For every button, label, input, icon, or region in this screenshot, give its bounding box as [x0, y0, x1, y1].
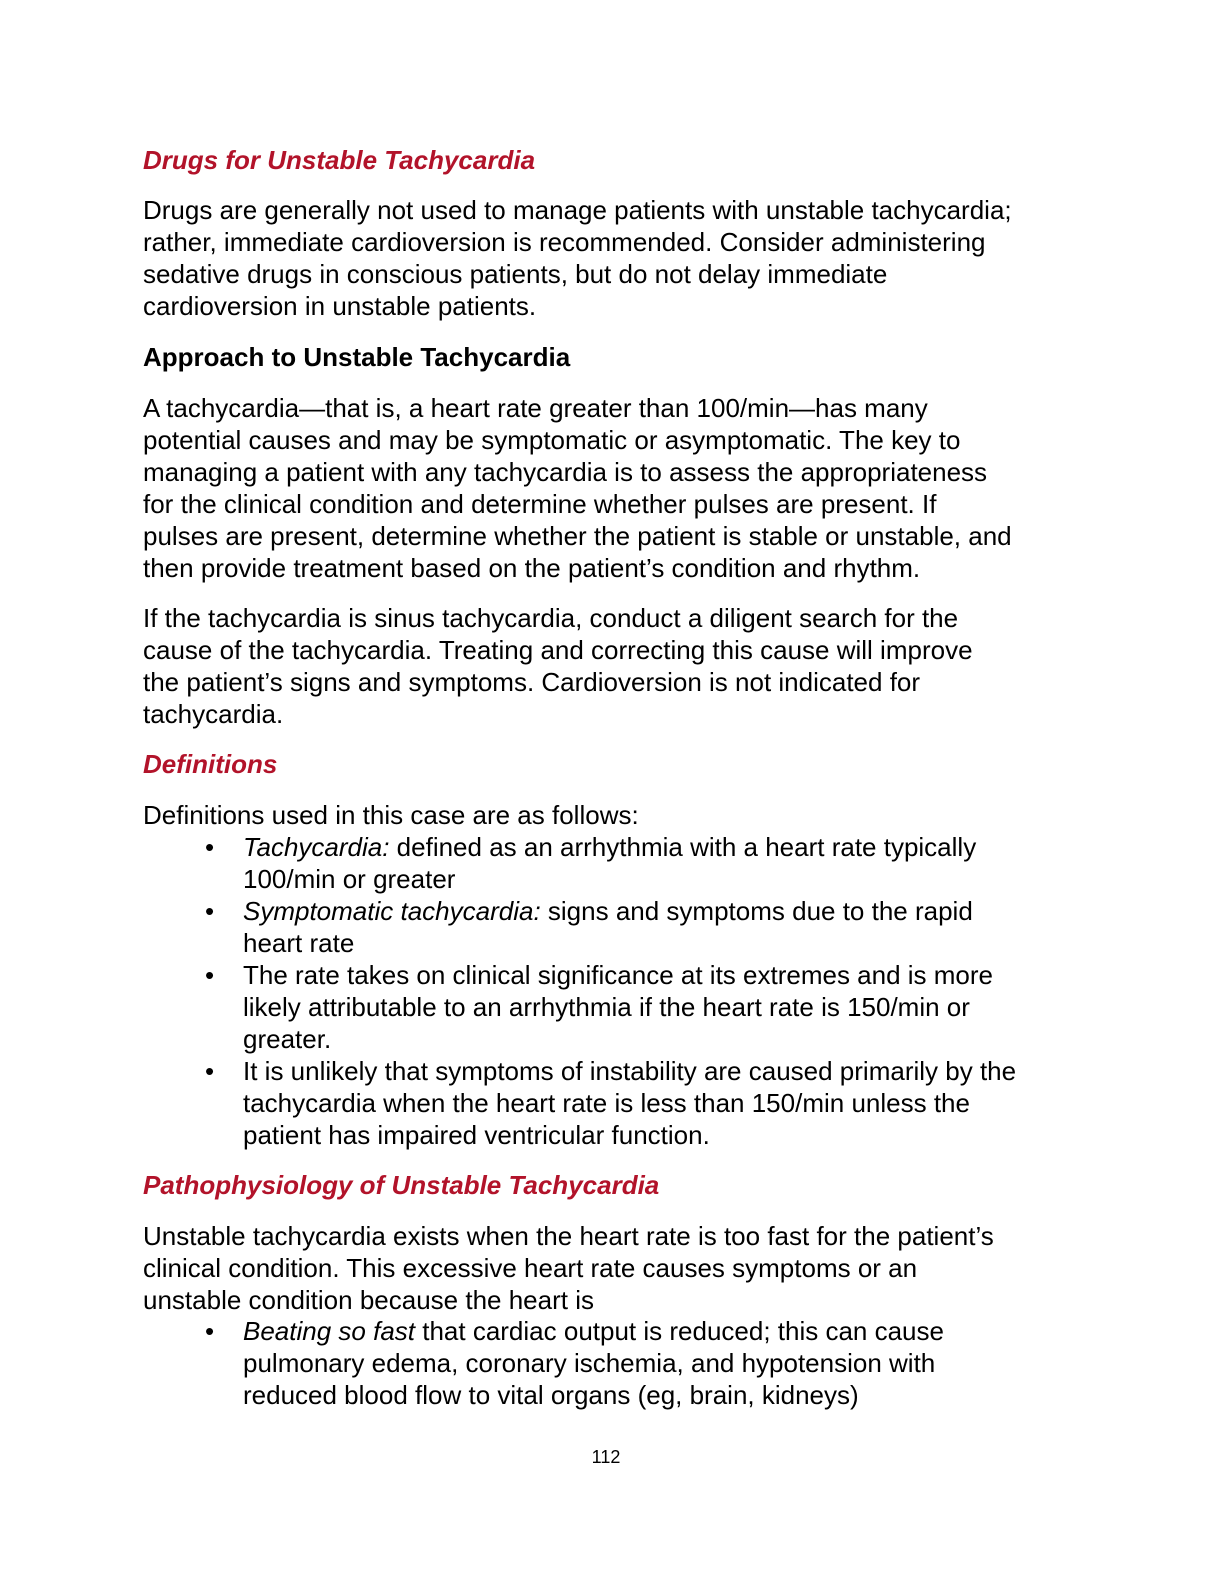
text-line [243, 831, 1205, 863]
section-heading [143, 1169, 1143, 1201]
list-item [205, 1315, 1205, 1411]
italic-term: Beating so fast [243, 1316, 415, 1346]
list-item [205, 895, 1205, 959]
paragraph [143, 602, 1143, 730]
text-line: Unstable tachycardia exists when the heart rate is too fast for the patient’s [143, 1221, 994, 1251]
list-item [205, 831, 1205, 895]
section-heading [143, 341, 1143, 373]
text-line: cardioversion in unstable patients. [143, 291, 537, 321]
text-line [243, 1087, 1205, 1119]
line-text: 100/min or greater [243, 864, 456, 894]
line-text: greater. [243, 1024, 332, 1054]
text-line: pulses are present, determine whether the patient is stable or unstable, and [143, 521, 1012, 551]
text-line [243, 1119, 1205, 1151]
paragraph [143, 392, 1143, 584]
text-line [243, 959, 1205, 991]
text-line [243, 991, 1205, 1023]
text-line: for the clinical condition and determine whether pulses are present. If [143, 489, 937, 519]
text-line: sedative drugs in conscious patients, but do not delay immediate [143, 259, 888, 289]
bullet-list [205, 831, 1205, 1151]
text-line [243, 1023, 1205, 1055]
text-line: A tachycardia—that is, a heart rate greater than 100/min—has many [143, 393, 928, 423]
italic-term: Symptomatic tachycardia: [243, 896, 541, 926]
text-line: Pathophysiology of Unstable Tachycardia [143, 1170, 660, 1200]
line-text: It is unlikely that symptoms of instability are caused primarily by the [243, 1056, 1017, 1086]
text-line: Definitions used in this case are as follows: [143, 800, 639, 830]
italic-term: Tachycardia: [243, 832, 390, 862]
text-line: cause of the tachycardia. Treating and correcting this cause will improve [143, 635, 973, 665]
bullet-list [205, 1315, 1205, 1411]
text-line: If the tachycardia is sinus tachycardia, conduct a diligent search for the [143, 603, 959, 633]
line-text: that cardiac output is reduced; this can cause [415, 1316, 944, 1346]
text-line: the patient’s signs and symptoms. Cardioversion is not indicated for [143, 667, 921, 697]
text-line: unstable condition because the heart is [143, 1285, 594, 1315]
text-line: tachycardia. [143, 699, 284, 729]
bullet-icon: • [205, 1316, 215, 1346]
line-text: pulmonary edema, coronary ischemia, and hypotension with [243, 1348, 936, 1378]
bullet-icon: • [205, 960, 215, 990]
line-text: signs and symptoms due to the rapid [540, 896, 973, 926]
line-text: patient has impaired ventricular function. [243, 1120, 710, 1150]
text-line: rather, immediate cardioversion is recommended. Consider administering [143, 227, 986, 257]
paragraph [143, 799, 1143, 831]
line-text: likely attributable to an arrhythmia if the heart rate is 150/min or [243, 992, 970, 1022]
line-text: tachycardia when the heart rate is less than 150/min unless the [243, 1088, 970, 1118]
bullet-icon: • [205, 832, 215, 862]
bullet-icon: • [205, 1056, 215, 1086]
text-line: Drugs are generally not used to manage patients with unstable tachycardia; [143, 195, 1012, 225]
list-item [205, 1055, 1205, 1151]
list-item [205, 959, 1205, 1055]
text-line: then provide treatment based on the patient’s condition and rhythm. [143, 553, 921, 583]
text-line [243, 863, 1205, 895]
text-line: managing a patient with any tachycardia is to assess the appropriateness [143, 457, 988, 487]
text-line [243, 1315, 1205, 1347]
paragraph [143, 1220, 1143, 1316]
text-line [243, 1347, 1205, 1379]
line-text: reduced blood flow to vital organs (eg, brain, kidneys) [243, 1380, 859, 1410]
paragraph [143, 194, 1143, 322]
text-line: Definitions [143, 749, 278, 779]
text-line [243, 895, 1205, 927]
line-text: heart rate [243, 928, 355, 958]
page-number: 112 [591, 1447, 621, 1467]
text-line: clinical condition. This excessive heart rate causes symptoms or an [143, 1253, 918, 1283]
line-text: The rate takes on clinical significance at its extremes and is more [243, 960, 994, 990]
text-line: Approach to Unstable Tachycardia [143, 342, 571, 372]
section-heading [143, 748, 1143, 780]
text-line [243, 1379, 1205, 1411]
text-line [243, 927, 1205, 959]
text-line [243, 1055, 1205, 1087]
text-line: Drugs for Unstable Tachycardia [143, 145, 536, 175]
line-text: defined as an arrhythmia with a heart rate typically [389, 832, 977, 862]
section-heading [143, 144, 1143, 176]
bullet-icon: • [205, 896, 215, 926]
text-line: potential causes and may be symptomatic or asymptomatic. The key to [143, 425, 961, 455]
